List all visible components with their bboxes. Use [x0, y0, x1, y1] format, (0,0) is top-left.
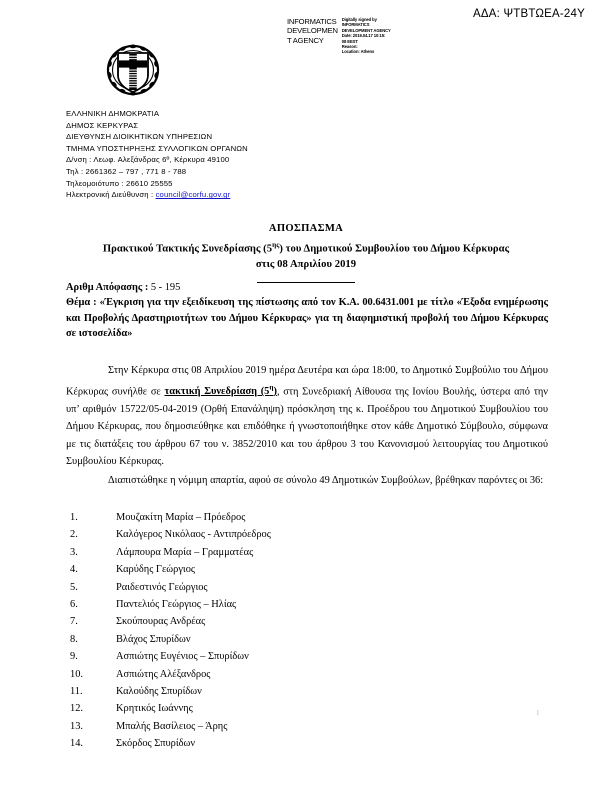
attendee-number: 13.: [70, 720, 83, 732]
attendee-number: 9.: [70, 651, 78, 663]
session-paren: ): [273, 386, 277, 398]
list-item: [66, 648, 466, 665]
attendee-name: Ασπιώτης Ευγένιος – Σπυρίδων: [116, 651, 249, 663]
subtitle-segment: ) του Δημοτικού Συμβουλίου του Δήμου Κέρκυρας: [279, 243, 510, 255]
document-subtitle: [60, 238, 552, 273]
list-item: [66, 579, 466, 596]
decision-number-value: 5 - 195: [150, 282, 181, 293]
attendee-name: Ραιδεστινός Γεώργιος: [116, 581, 208, 593]
list-item: [66, 666, 466, 683]
attendee-number: 7.: [70, 616, 78, 628]
attendee-name: Βλάχος Σπυρίδων: [116, 633, 191, 645]
ada-code: ΑΔΑ: ΨΤΒΤΩΕΑ-24Υ: [473, 8, 585, 20]
hellenic-republic-emblem-icon: [102, 42, 164, 98]
title-divider: [257, 282, 355, 283]
paragraph-segment: , στη Συνεδριακή Αίθουσα της Ιονίου Βουλής, ύστερα από την υπ’ αριθμόν 15722/05-04-2019 (Ορθή Επανάληψη) πρόσκληση της κ. Προέδρου του Δημοτικού Συμβουλίου του Δήμου Κέρκυρας, που δημοσιεύθηκε και επιδόθηκε ή γνωστοποιήθηκε στον κάθε Δημοτικό Σύμβουλο, σύμφωνα με τις διατάξεις του άρθρου 67 του ν. 3852/2010 και του άρθρου 3 του Κανονισμού λειτουργίας του Δημοτικού Συμβουλίου Κέρκυρας.: [66, 386, 549, 468]
attendee-number: 2.: [70, 529, 78, 541]
list-item: [66, 735, 466, 752]
letterhead-line: ΔΙΕΥΘΥΝΣΗ ΔΙΟΙΚΗΤΙΚΩΝ ΥΠΗΡΕΣΙΩΝ: [66, 132, 213, 142]
attendee-name: Ασπιώτης Αλέξανδρος: [116, 668, 211, 680]
letterhead-address: Δ/νση : Λεωφ. Αλεξάνδρας 6º, Κέρκυρα 49100: [66, 155, 230, 165]
document-title: ΑΠΟΣΠΑΣΜΑ: [268, 223, 344, 234]
letterhead-email-row: [66, 189, 248, 201]
subtitle-ordinal-suffix: ης: [272, 241, 280, 249]
signature-detail-line: Date: 2019.04.17 10:15:: [341, 33, 386, 39]
digital-signature-stamp: [287, 17, 391, 55]
body-paragraph-quorum: [66, 472, 548, 490]
email-link[interactable]: council@corfu.gov.gr: [155, 190, 231, 200]
attendee-name: Μπαλής Βασίλειος – Άρης: [116, 720, 228, 732]
list-item: [66, 700, 466, 717]
attendee-name: Καλόγερος Νικόλαος - Αντιπρόεδρος: [116, 529, 271, 541]
list-item: [66, 526, 466, 543]
subject-block: [66, 295, 548, 342]
attendee-list: [66, 509, 466, 752]
quorum-text: Διαπιστώθηκε η νόμιμη απαρτία, αφού σε σύνολο 49 Δημοτικών Συμβούλων, βρέθηκαν παρόντες οι 36:: [108, 475, 544, 486]
attendee-number: 14.: [70, 738, 83, 750]
attendee-number: 11.: [70, 685, 83, 697]
body-paragraph-session-details: [66, 362, 548, 471]
letterhead-line: ΕΛΛΗΝΙΚΗ ΔΗΜΟΚΡΑΤΙΑ: [66, 109, 160, 118]
signature-detail-line: Digitally signed by: [341, 17, 377, 22]
paragraph-segment: Στην Κέρκυρα στις 08 Απριλίου 2019 ημέρα Δευτέρα και ώρα 18:00, το Δημοτικό Συμβούλιο του Δήμου Κέρκυρας συνήλθε σε: [66, 365, 548, 398]
attendee-number: 6.: [70, 598, 78, 610]
attendee-number: 8.: [70, 633, 78, 645]
letterhead-phone: Τηλ : 2661362 – 797 , 771 8 - 788: [66, 166, 187, 176]
attendee-number: 4.: [70, 564, 78, 576]
attendee-number: 5.: [70, 581, 78, 593]
letterhead: [66, 108, 248, 201]
list-item: [66, 718, 466, 735]
subject-label: Θέμα :: [66, 297, 100, 308]
signature-detail-line: Location: Athens: [341, 49, 375, 55]
list-item: [66, 509, 466, 526]
signature-detail-line: 08 EEST: [341, 38, 358, 44]
subject-text: «Έγκριση για την εξειδίκευση της πίστωσης από τον Κ.Α. 00.6431.001 με τίτλο «Έξοδα ενημέρωσης και Προβολής Δραστηριοτήτων του Δήμου Κέρκυρας» για τη διαφημιστική προβολή του Δήμου Κέρκυρας σε ιστοσελίδα»: [66, 297, 548, 340]
attendee-name: Καλούδης Σπυρίδων: [116, 685, 202, 697]
attendee-number: 3.: [70, 546, 78, 558]
signature-detail-line: Reason:: [341, 44, 358, 50]
signature-details: [342, 17, 391, 55]
list-item: [66, 631, 466, 648]
letterhead-email-label: Ηλεκτρονική Διεύθυνση :: [66, 190, 156, 200]
paragraph-segment-underlined: [164, 383, 277, 398]
subtitle-segment: Πρακτικού Τακτικής Συνεδρίασης (5: [102, 243, 273, 255]
attendee-number: 12.: [70, 703, 83, 715]
attendee-name: Σκούπουρας Ανδρέας: [116, 616, 206, 628]
decision-number: [66, 281, 180, 295]
letterhead-line: ΔΗΜΟΣ ΚΕΡΚΥΡΑΣ: [66, 120, 139, 130]
attendee-name: Καρύδης Γεώργιος: [116, 564, 196, 576]
signature-authority-line: DEVELOPMEN: [287, 26, 338, 36]
signature-detail-line: INFORMATICS: [341, 22, 370, 28]
signature-authority-line: INFORMATICS: [287, 17, 337, 26]
list-item: [66, 544, 466, 561]
attendee-name: Παντελιός Γεώργιος – Ηλίας: [116, 598, 237, 610]
attendee-number: 1.: [70, 512, 78, 523]
letterhead-line: ΤΜΗΜΑ ΥΠΟΣΤΗΡΗΞΗΣ ΣΥΛΛΟΓΙΚΩΝ ΟΡΓΑΝΩΝ: [66, 143, 248, 153]
letterhead-fax: Τηλεομοιότυπο : 26610 25555: [66, 178, 173, 188]
page-number: 1: [536, 709, 540, 717]
title-block: [60, 221, 552, 283]
list-item: [66, 596, 466, 613]
signature-authority-line: T AGENCY: [287, 35, 324, 45]
attendee-name: Μουζακίτη Μαρία – Πρόεδρος: [116, 512, 246, 523]
signature-detail-line: DEVELOPMENT AGENCY: [341, 27, 391, 33]
list-item: [66, 561, 466, 578]
session-type-text: τακτική Συνεδρίαση (5: [164, 386, 270, 398]
decision-number-label: Αριθμ Απόφασης :: [66, 282, 151, 293]
attendee-name: Κρητικός Ιωάννης: [116, 703, 193, 715]
attendee-number: 10.: [70, 668, 83, 680]
list-item: [66, 613, 466, 630]
session-ordinal-suffix: η: [269, 383, 274, 392]
attendee-name: Λάμπουρα Μαρία – Γραμματέας: [116, 546, 254, 558]
list-item: [66, 683, 466, 700]
signature-authority-name: [287, 17, 338, 45]
subtitle-date: στις 08 Απριλίου 2019: [255, 259, 357, 271]
attendee-name: Σκόρδος Σπυρίδων: [116, 738, 196, 750]
